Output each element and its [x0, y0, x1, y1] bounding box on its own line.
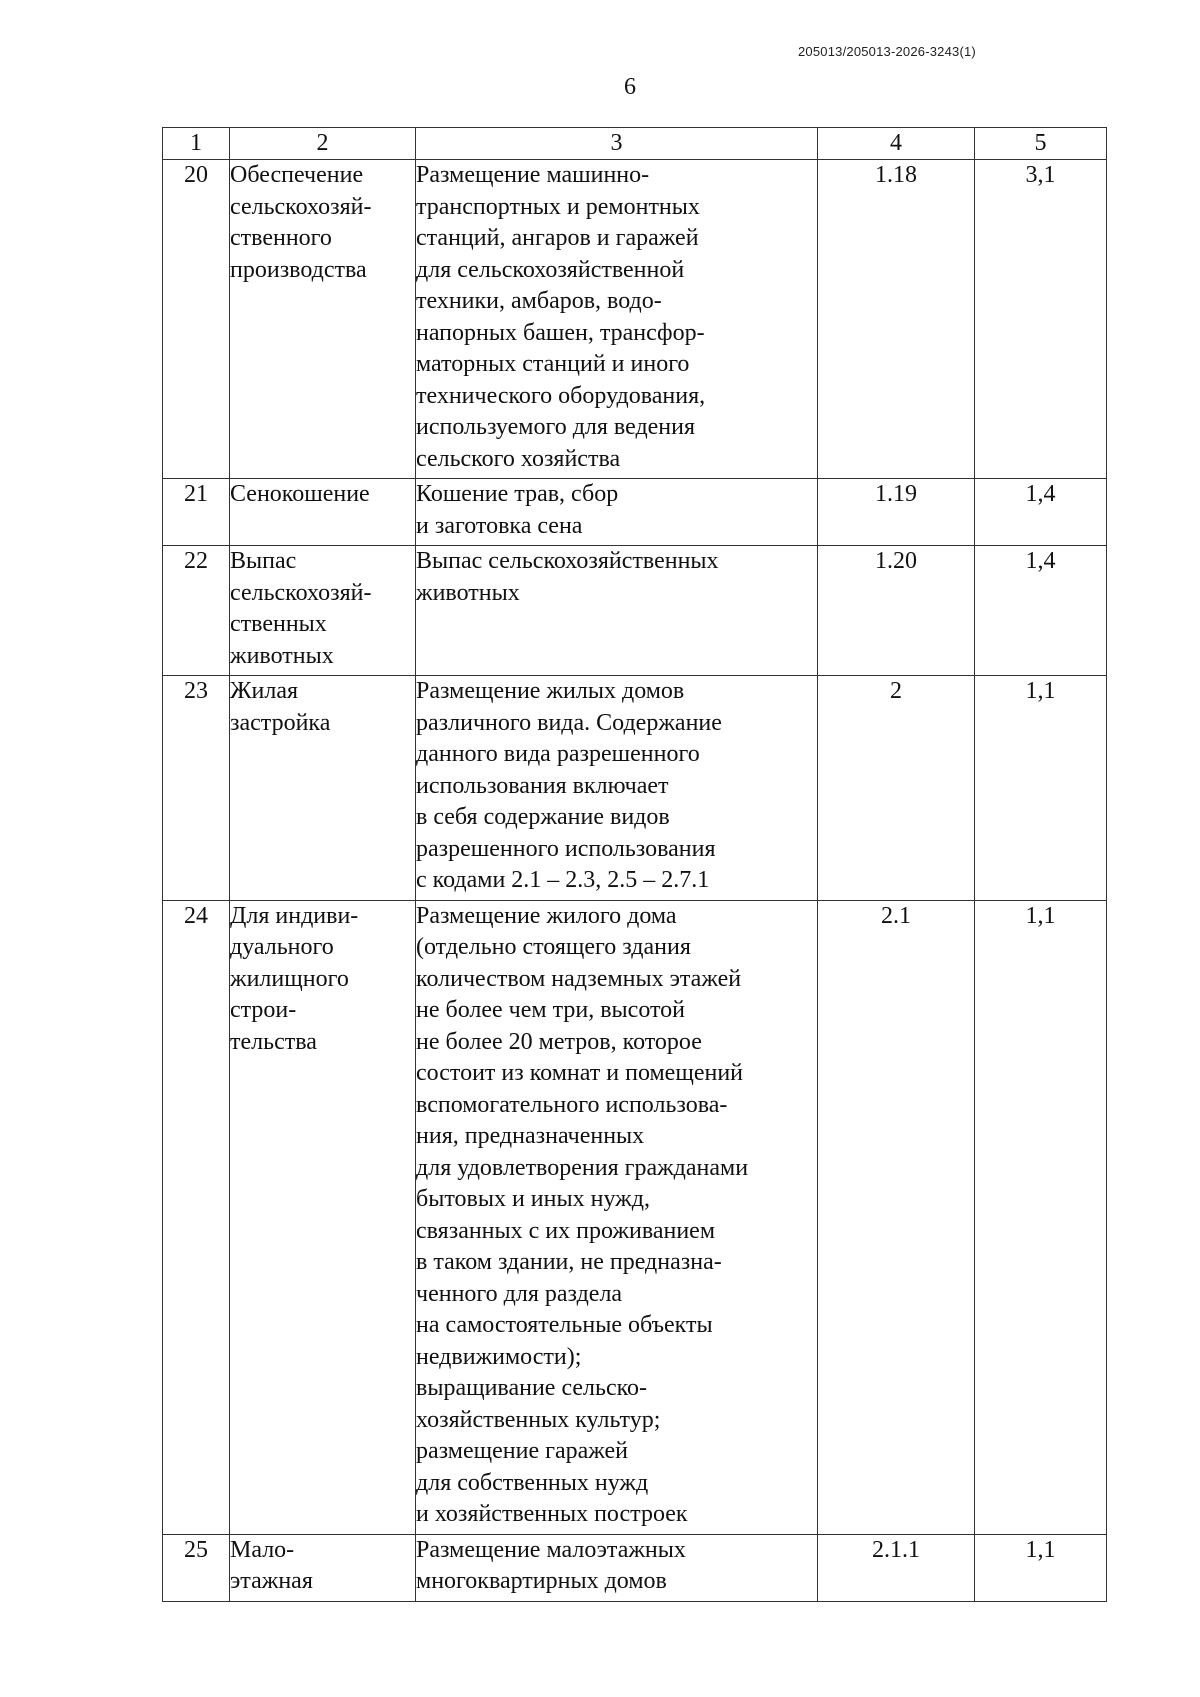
land-use-description-line: Размещение жилых домов [416, 678, 685, 704]
land-use-code: 1.19 [818, 479, 975, 546]
column-header-4: 4 [818, 128, 975, 160]
land-use-description-line: используемого для ведения [416, 414, 696, 440]
land-use-description-line: размещение гаражей [416, 1438, 629, 1464]
row-number: 25 [163, 1534, 230, 1601]
land-use-description-line: Размещение малоэтажных [416, 1536, 686, 1563]
land-use-name [230, 676, 416, 901]
land-use-description-line: на самостоятельные объекты [416, 1312, 713, 1338]
land-use-description-line: Выпас сельскохозяйственных [416, 548, 719, 574]
row-number: 20 [163, 160, 230, 479]
land-use-description-line: сельского хозяйства [416, 445, 621, 472]
land-use-description-line: Размещение жилого дома [416, 902, 677, 929]
land-use-description-line: и заготовка сена [416, 512, 583, 539]
land-use-description-line: недвижимости); [416, 1343, 582, 1370]
land-use-name-line: строи- [230, 997, 297, 1023]
land-use-description-line: ния, предназначенных [416, 1123, 645, 1149]
land-use-description-line: не более 20 метров, которое [416, 1028, 702, 1055]
row-number: 24 [163, 900, 230, 1534]
land-use-description [416, 160, 818, 479]
table-header-row [163, 128, 1107, 160]
column-header-1: 1 [163, 128, 230, 160]
table-row [163, 900, 1107, 1534]
land-use-description-line: Размещение машинно- [416, 162, 650, 188]
land-use-description-line: маторных станций и иного [416, 351, 690, 377]
land-use-name-line: сельскохозяй- [230, 579, 372, 606]
land-use-name [230, 546, 416, 676]
coefficient-value: 1,1 [975, 900, 1107, 1534]
land-use-name [230, 160, 416, 479]
column-header-2: 2 [230, 128, 416, 160]
land-use-name-line: тельства [230, 1028, 317, 1055]
land-use-code: 1.18 [818, 160, 975, 479]
land-use-description-line: техники, амбаров, водо- [416, 288, 662, 314]
table-row [163, 160, 1107, 479]
row-number: 23 [163, 676, 230, 901]
land-use-description-line: вспомогательного использова- [416, 1091, 728, 1118]
table-row [163, 479, 1107, 546]
coefficient-value: 1,1 [975, 676, 1107, 901]
land-use-name [230, 479, 416, 546]
table-row [163, 1534, 1107, 1601]
land-use-description [416, 479, 818, 546]
land-use-description-line: для удовлетворения гражданами [416, 1154, 749, 1181]
land-use-name-line: ственных [230, 611, 327, 637]
coefficient-value: 3,1 [975, 160, 1107, 479]
land-use-description [416, 900, 818, 1534]
row-number: 21 [163, 479, 230, 546]
land-use-name-line: животных [230, 642, 334, 669]
land-use-name-line: жилищного [230, 965, 349, 992]
row-number: 22 [163, 546, 230, 676]
land-use-table [162, 127, 1107, 1602]
land-use-description-line: не более чем три, высотой [416, 997, 686, 1023]
column-header-3: 3 [416, 128, 818, 160]
land-use-name-line: Обеспечение [230, 162, 364, 188]
land-use-description-line: хозяйственных культур; [416, 1406, 661, 1433]
land-use-description-line: технического оборудования, [416, 382, 706, 409]
land-use-description-line: бытовых и иных нужд, [416, 1186, 650, 1212]
land-use-description-line: и хозяйственных построек [416, 1501, 688, 1527]
land-use-code: 1.20 [818, 546, 975, 676]
land-use-name-line: дуального [230, 934, 334, 960]
land-use-description-line: для сельскохозяйственной [416, 256, 685, 283]
column-header-5: 5 [975, 128, 1107, 160]
coefficient-value: 1,4 [975, 546, 1107, 676]
table-row [163, 676, 1107, 901]
land-use-description [416, 1534, 818, 1601]
land-use-name-line: ственного [230, 225, 332, 251]
land-use-description [416, 546, 818, 676]
land-use-description-line: станций, ангаров и гаражей [416, 225, 699, 251]
coefficient-value: 1,4 [975, 479, 1107, 546]
land-use-name [230, 1534, 416, 1601]
land-use-description-line: животных [416, 579, 520, 606]
land-use-name-line: Для индиви- [230, 902, 359, 929]
land-use-description-line: различного вида. Содержание [416, 709, 722, 736]
land-use-name-line: Жилая [230, 678, 299, 704]
land-use-description-line: многоквартирных домов [416, 1568, 667, 1594]
land-use-description-line: в таком здании, не предназна- [416, 1249, 722, 1275]
land-use-name-line: Мало- [230, 1536, 295, 1563]
land-use-description-line: (отдельно стоящего здания [416, 934, 691, 960]
land-use-description-line: с кодами 2.1 – 2.3, 2.5 – 2.7.1 [416, 867, 710, 893]
land-use-name-line: застройка [230, 709, 331, 736]
coefficient-value: 1,1 [975, 1534, 1107, 1601]
document-id: 205013/205013-2026-3243(1) [798, 44, 976, 59]
land-use-name-line: Сенокошение [230, 481, 370, 507]
land-use-description-line: напорных башен, трансфор- [416, 319, 705, 346]
land-use-code: 2.1.1 [818, 1534, 975, 1601]
land-use-name-line: Выпас [230, 548, 297, 574]
land-use-name [230, 900, 416, 1534]
land-use-description-line: Кошение трав, сбор [416, 481, 619, 507]
land-use-description-line: разрешенного использования [416, 835, 716, 862]
table-body [163, 160, 1107, 1602]
land-use-description-line: транспортных и ремонтных [416, 193, 700, 220]
table-row [163, 546, 1107, 676]
land-use-description-line: количеством надземных этажей [416, 965, 742, 992]
land-use-name-line: сельскохозяй- [230, 193, 372, 220]
land-use-description-line: ченного для раздела [416, 1280, 623, 1307]
land-use-description-line: данного вида разрешенного [416, 741, 700, 767]
land-use-name-line: этажная [230, 1568, 313, 1594]
land-use-description [416, 676, 818, 901]
land-use-description-line: в себя содержание видов [416, 804, 670, 830]
land-use-description-line: состоит из комнат и помещений [416, 1060, 743, 1086]
land-use-description-line: использования включает [416, 772, 669, 799]
land-use-description-line: для собственных нужд [416, 1469, 649, 1496]
page-number: 6 [624, 74, 636, 100]
land-use-description-line: связанных с их проживанием [416, 1217, 716, 1244]
land-use-code: 2 [818, 676, 975, 901]
land-use-name-line: производства [230, 256, 367, 283]
land-use-code: 2.1 [818, 900, 975, 1534]
land-use-description-line: выращивание сельско- [416, 1375, 648, 1401]
